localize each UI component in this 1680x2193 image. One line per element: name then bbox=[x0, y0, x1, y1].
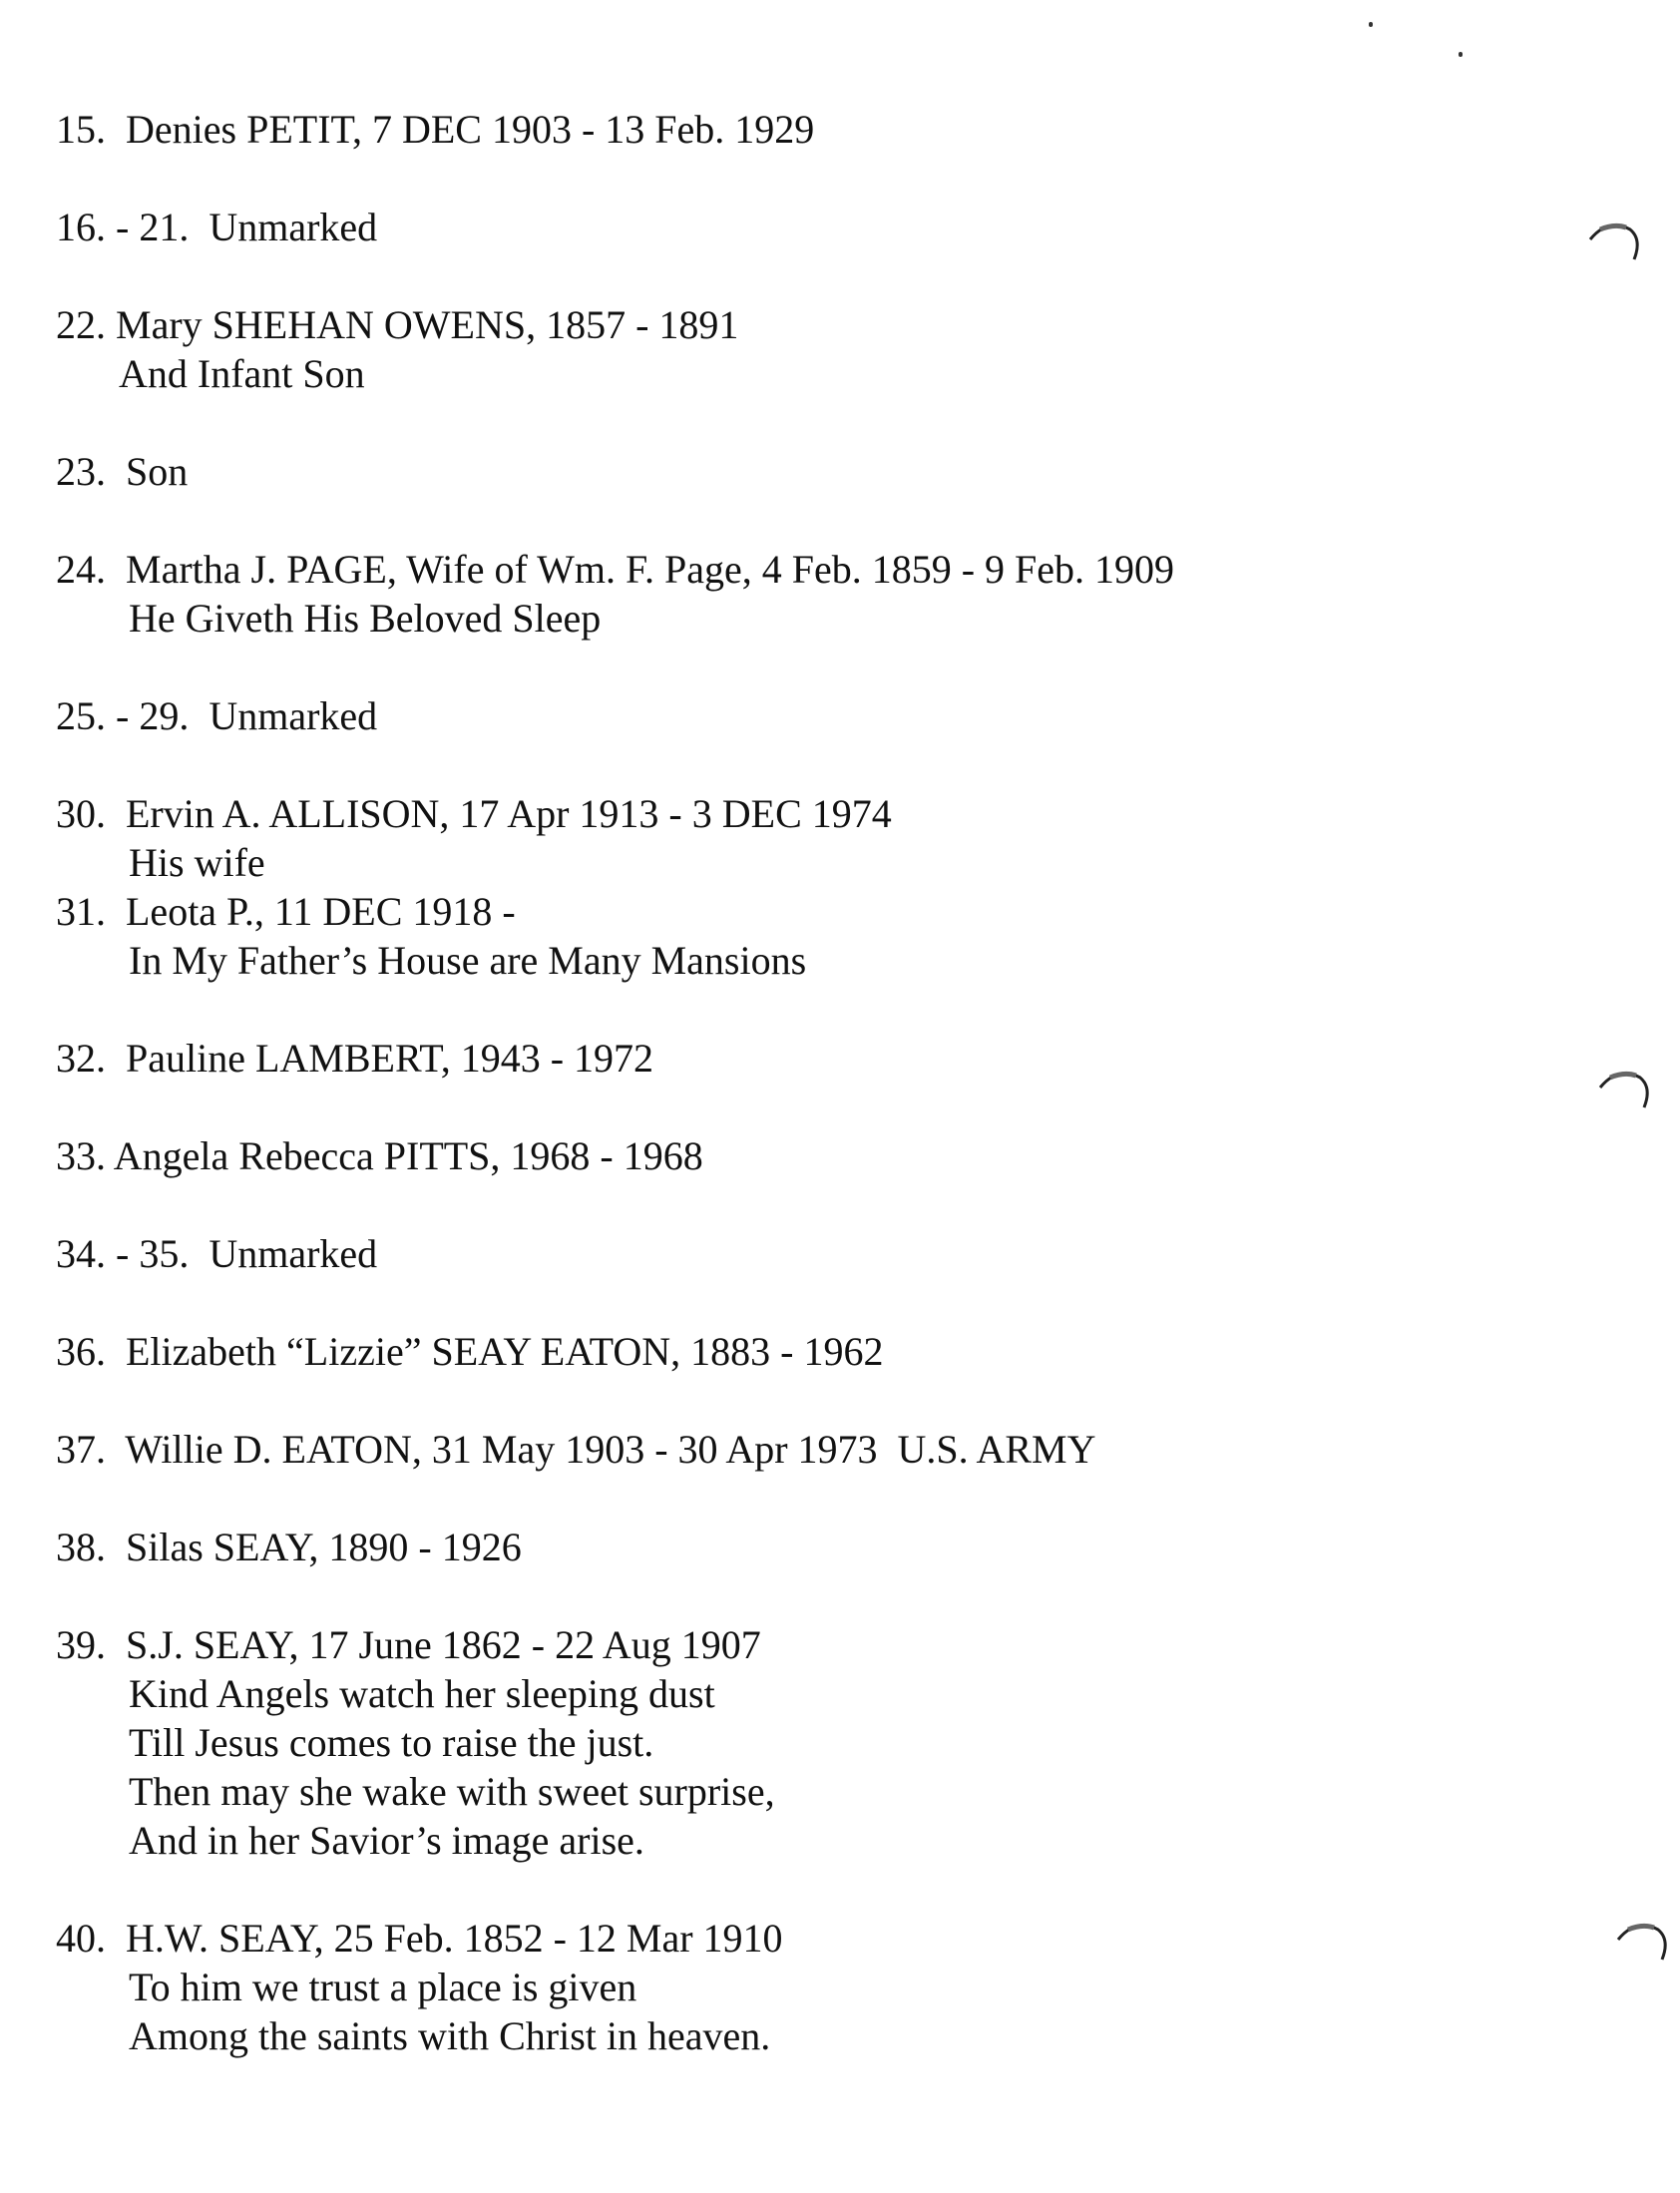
entry-22-line-2: And Infant Son bbox=[119, 351, 365, 396]
entry-39-line-1: 39. S.J. SEAY, 17 June 1862 - 22 Aug 1907 bbox=[56, 1622, 761, 1667]
entry-40-line-3: Among the saints with Christ in heaven. bbox=[129, 2013, 771, 2058]
entry-39-line-3: Till Jesus comes to raise the just. bbox=[129, 1720, 654, 1765]
entry-30-line-2: His wife bbox=[129, 840, 265, 885]
entry-31-line-2: In My Father’s House are Many Mansions bbox=[129, 938, 807, 983]
entry-24-line-1: 24. Martha J. PAGE, Wife of Wm. F. Page, 4 Feb. 1859 - 9 Feb. 1909 bbox=[56, 547, 1175, 592]
entry-16-21-line-1: 16. - 21. Unmarked bbox=[56, 205, 378, 249]
entry-33-line-1: 33. Angela Rebecca PITTS, 1968 - 1968 bbox=[56, 1133, 703, 1178]
entry-38-line-1: 38. Silas SEAY, 1890 - 1926 bbox=[56, 1525, 522, 1569]
entry-37-line-1: 37. Willie D. EATON, 31 May 1903 - 30 Apr 1973 U.S. ARMY bbox=[56, 1427, 1096, 1472]
entry-23-line-1: 23. Son bbox=[56, 449, 189, 494]
entry-22-line-1: 22. Mary SHEHAN OWENS, 1857 - 1891 bbox=[56, 302, 739, 347]
binder-hole-mark bbox=[1596, 1058, 1656, 1117]
entry-39-line-5: And in her Savior’s image arise. bbox=[129, 1818, 644, 1863]
entry-40-line-2: To him we trust a place is given bbox=[129, 1965, 637, 2009]
entry-32-line-1: 32. Pauline LAMBERT, 1943 - 1972 bbox=[56, 1036, 654, 1081]
scan-speck bbox=[1369, 22, 1373, 27]
entry-39-line-4: Then may she wake with sweet surprise, bbox=[129, 1769, 775, 1814]
binder-hole-mark bbox=[1614, 1910, 1674, 1970]
entry-30-line-1: 30. Ervin A. ALLISON, 17 Apr 1913 - 3 DEC 1974 bbox=[56, 791, 892, 836]
entry-31-line-1: 31. Leota P., 11 DEC 1918 - bbox=[56, 889, 516, 934]
entry-24-line-2: He Giveth His Beloved Sleep bbox=[129, 596, 602, 641]
scan-speck bbox=[1459, 52, 1463, 57]
entry-34-35-line-1: 34. - 35. Unmarked bbox=[56, 1231, 378, 1276]
entry-39-line-2: Kind Angels watch her sleeping dust bbox=[129, 1671, 715, 1716]
entry-40-line-1: 40. H.W. SEAY, 25 Feb. 1852 - 12 Mar 1910 bbox=[56, 1916, 783, 1961]
entry-36-line-1: 36. Elizabeth “Lizzie” SEAY EATON, 1883 - 1962 bbox=[56, 1329, 884, 1374]
entry-15-line-1: 15. Denies PETIT, 7 DEC 1903 - 13 Feb. 1929 bbox=[56, 107, 815, 152]
binder-hole-mark bbox=[1586, 210, 1646, 269]
entry-25-29-line-1: 25. - 29. Unmarked bbox=[56, 693, 378, 738]
